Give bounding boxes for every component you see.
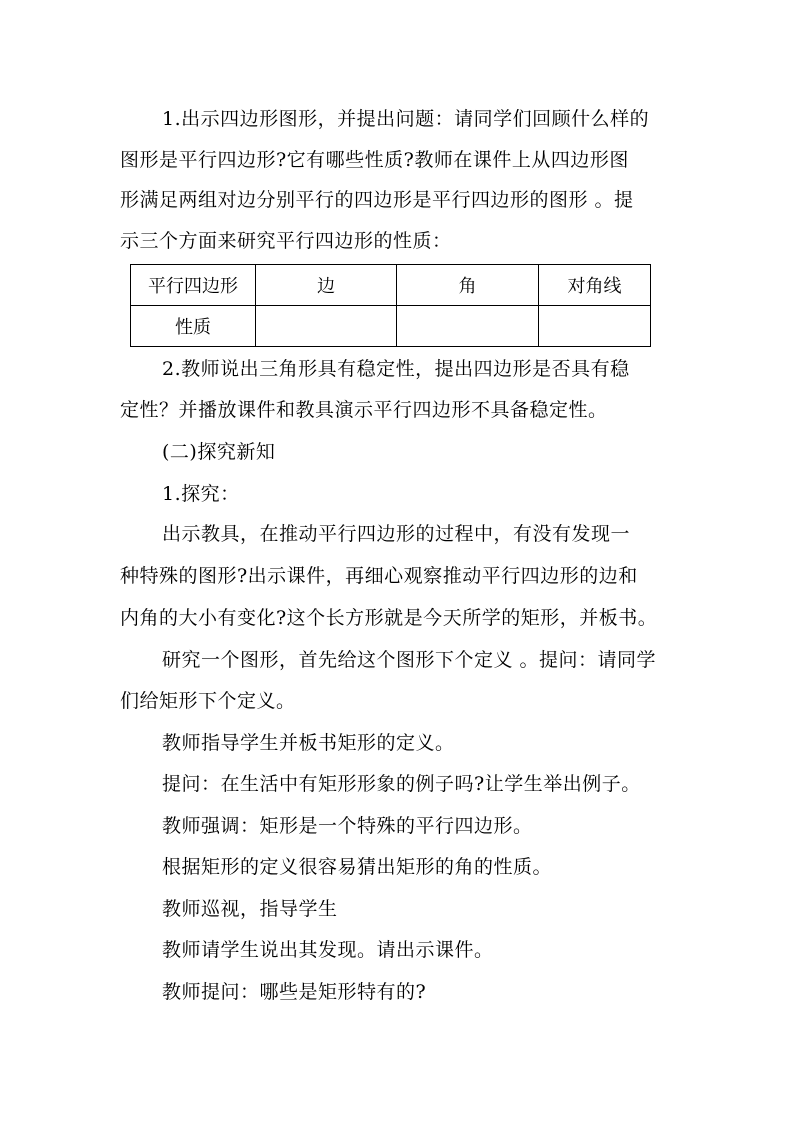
paragraph-line: 1.探究： [162,483,240,505]
paragraph-line: 教师指导学生并板书矩形的定义。 [162,732,455,754]
paragraph-line: 提问：在生活中有矩形形象的例子吗?让学生举出例子。 [162,773,641,795]
paragraph-line: 们给矩形下个定义。 [120,690,296,712]
table-header-cell: 平行四边形 [131,265,256,306]
paragraph-line: 定性？并播放课件和教具演示平行四边形不具备稳定性。 [120,399,608,421]
table-cell: 性质 [131,306,256,347]
table-cell [256,306,397,347]
paragraph-line: 研究一个图形，首先给这个图形下个定义 。提问：请同学 [162,649,657,671]
properties-table [130,264,651,347]
table-cell [397,306,539,347]
paragraph-line: 形满足两组对边分别平行的四边形是平行四边形的图形 。提 [120,189,634,211]
paragraph-line: 教师请学生说出其发现。请出示课件。 [162,939,494,961]
paragraph-line: 内角的大小有变化?这个长方形就是今天所学的矩形，并板书。 [120,607,658,629]
paragraph-line: 教师巡视，指导学生 [162,898,338,920]
paragraph-line: 图形是平行四边形?它有哪些性质?教师在课件上从四边形图 [120,149,629,171]
paragraph-line: 教师强调：矩形是一个特殊的平行四边形。 [162,815,533,837]
table-header-cell: 角 [397,265,539,306]
paragraph-line: 根据矩形的定义很容易猜出矩形的角的性质。 [162,856,553,878]
table-header-cell: 对角线 [539,265,651,306]
table-cell [539,306,651,347]
table-header-row [131,265,651,306]
paragraph-line: 教师提问：哪些是矩形特有的? [162,981,427,1003]
table-row [131,306,651,347]
table-header-cell: 边 [256,265,397,306]
paragraph-line: 1.出示四边形图形，并提出问题：请同学们回顾什么样的 [162,108,650,130]
paragraph-line: 示三个方面来研究平行四边形的性质： [120,230,452,252]
paragraph-line: 2.教师说出三角形具有稳定性，提出四边形是否具有稳 [162,358,630,380]
paragraph-line: 出示教具，在推动平行四边形的过程中，有没有发现一 [162,523,631,545]
paragraph-line: 种特殊的图形?出示课件，再细心观察推动平行四边形的边和 [120,565,638,587]
section-heading: (二)探究新知 [162,441,276,463]
